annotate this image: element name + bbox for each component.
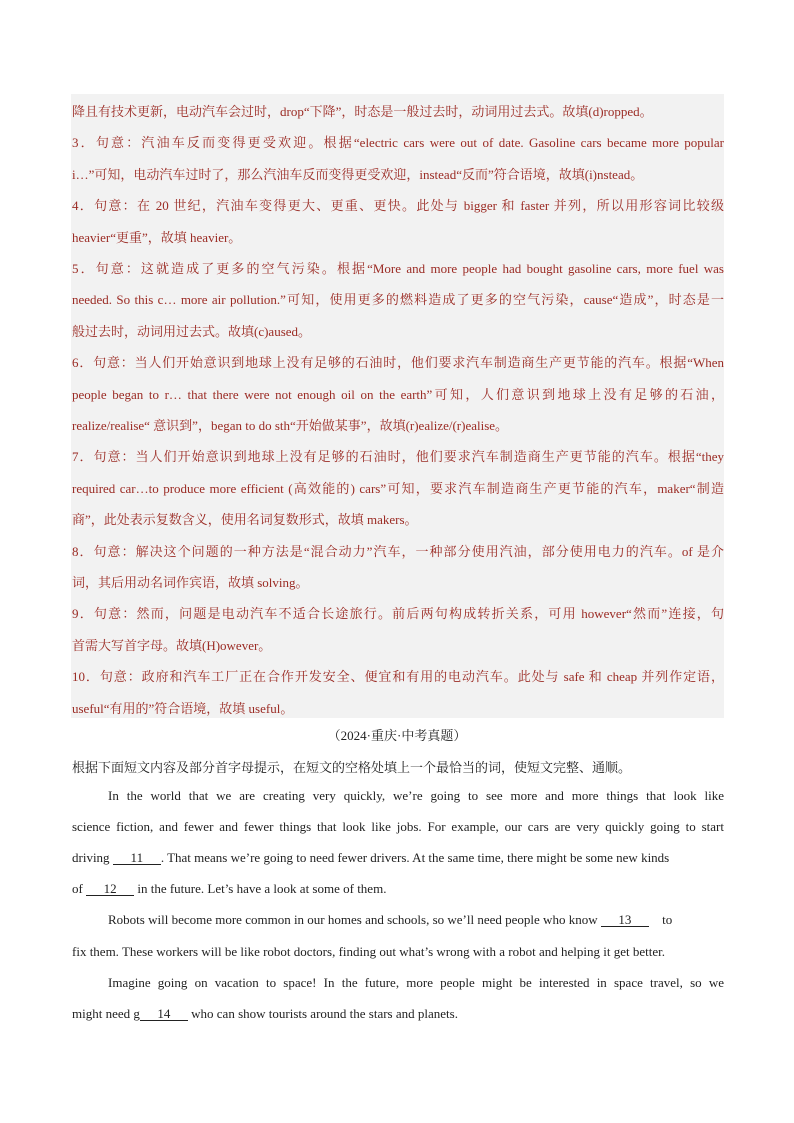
blank-14: 14 — [140, 1007, 188, 1021]
answer-line: 6．句意：当人们开始意识到地球上没有足够的石油时，他们要求汽车制造商生产更节能的汽车。根据“When — [72, 355, 724, 371]
passage-text: . That means we’re going to need fewer drivers. At the same time, there might be some new kinds — [160, 850, 670, 865]
answer-line: people began to r… that there were not enough oil on the earth”可知，人们意识到地球上没有足够的石油， — [72, 386, 724, 402]
answer-line: i…”可知，电动汽车过时了，那么汽油车反而变得更受欢迎，instead“反而”符合语境，故填(i)nstead。 — [72, 166, 644, 182]
answer-line: 降且有技术更新，电动汽车会过时，drop“下降”，时态是一般过去时，动词用过去式。故填(d)ropped。 — [72, 104, 653, 119]
blank-13: 13 — [601, 913, 649, 927]
answer-explanation-box — [71, 94, 724, 718]
answer-line: 商”，此处表示复数含义，使用名词复数形式，故填 makers。 — [72, 512, 418, 528]
passage-line — [72, 850, 724, 866]
instruction-text: 根据下面短文内容及部分首字母提示，在短文的空格处填上一个最恰当的词，使短文完整、通顺。 — [72, 760, 632, 775]
passage-line — [108, 912, 724, 928]
answer-line: realize/realise“ 意识到”，began to do sth“开始做某事”，故填(r)ealize/(r)ealise。 — [72, 418, 509, 433]
passage-line: fix them. These workers will be like robot doctors, finding out what’s wrong with a robot and helping it get better. — [72, 944, 665, 959]
passage-text: who can show tourists around the stars and planets. — [191, 1006, 458, 1021]
answer-line: heavier“更重”，故填 heavier。 — [72, 229, 242, 245]
answer-line: 5．句意：这就造成了更多的空气污染。根据“More and more people had bought gasoline cars, more fuel was — [72, 261, 724, 276]
answer-line: 般过去时，动词用过去式。故填(c)aused。 — [72, 323, 312, 339]
answer-line: 8．句意：解决这个问题的一种方法是“混合动力”汽车，一种部分使用汽油，部分使用电力的汽车。of 是介 — [72, 543, 724, 559]
blank-11: 11 — [113, 851, 161, 865]
answer-line: 首需大写首字母。故填(H)owever。 — [72, 637, 272, 653]
passage-line — [72, 1006, 724, 1022]
blank-12: 12 — [86, 882, 134, 896]
answer-line: 7．句意：当人们开始意识到地球上没有足够的石油时，他们要求汽车制造商生产更节能的汽车。根据“they — [72, 449, 724, 465]
passage-line: Imagine going on vacation to space! In the future, more people might be interested in space travel, so we — [108, 975, 724, 990]
answer-line: 词，其后用动名词作宾语，故填 solving。 — [72, 575, 309, 590]
passage-line: science fiction, and fewer and fewer things that look like jobs. For example, our cars are very quickly going to start — [72, 819, 724, 834]
passage-text: to — [662, 912, 673, 927]
answer-line: useful“有用的”符合语境，故填 useful。 — [72, 700, 294, 716]
answer-line: 9．句意：然而，问题是电动汽车不适合长途旅行。前后两句构成转折关系，可用 however“然而”连接，句 — [72, 606, 724, 622]
passage-text: of — [72, 881, 83, 896]
passage-line: In the world that we are creating very quickly, we’re going to see more and more things that look like — [108, 788, 724, 803]
passage-text: might need g — [72, 1006, 140, 1021]
passage-text: driving — [72, 850, 110, 865]
answer-line: 4．句意：在 20 世纪，汽油车变得更大、更重、更快。此处与 bigger 和 faster 并列，所以用形容词比较级 — [72, 198, 724, 214]
section-title: （2024·重庆·中考真题） — [327, 728, 467, 743]
answer-line: 3．句意：汽油车反而变得更受欢迎。根据“electric cars were out of date. Gasoline cars became more popular — [72, 135, 724, 151]
answer-line: required car…to produce more efficient (高效能的) cars”可知，要求汽车制造商生产更节能的汽车，maker“制造 — [72, 480, 724, 496]
passage-text: Robots will become more common in our homes and schools, so we’ll need people who know — [108, 912, 598, 927]
answer-line: 10．句意：政府和汽车工厂正在合作开发安全、便宜和有用的电动汽车。此处与 safe 和 cheap 并列作定语， — [72, 669, 724, 685]
answer-line: needed. So this c… more air pollution.”可知，使用更多的燃料造成了更多的空气污染，cause“造成”，时态是一 — [72, 292, 724, 308]
passage-line — [72, 881, 724, 897]
passage-text: in the future. Let’s have a look at some of them. — [137, 881, 387, 896]
